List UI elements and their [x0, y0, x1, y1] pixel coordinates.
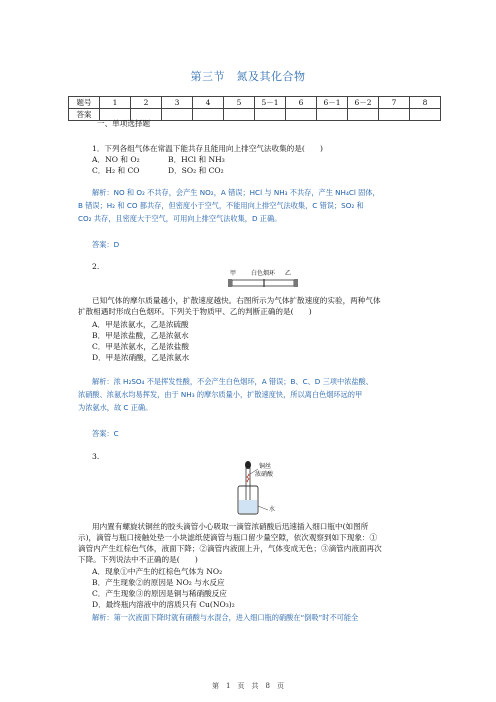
question-3-number: 3. [92, 452, 100, 461]
q1-explanation-line-3: CO₂ 共存，且密度大于空气，可用向上排空气法收集，D 正确。 [78, 214, 282, 223]
table-cell: 4 [193, 97, 224, 109]
answer-cell[interactable] [286, 109, 317, 121]
table-cell: 1 [100, 97, 131, 109]
q2-explanation-line-1: 解析：浓 H₂SO₄ 不是挥发性酸，不会产生白色烟环，A 错误；B、C、D 三项中浓盐酸、 [92, 377, 373, 386]
right-stopper [294, 279, 298, 287]
table-cell: 3 [162, 97, 193, 109]
q1-option-c: C．H₂ 和 CO [92, 166, 140, 175]
answer-cell[interactable] [317, 109, 348, 121]
bottle-water [239, 500, 257, 513]
q1-explanation-line-2: B 错误；H₂ 和 CO 都共存，但密度小于空气，不能用向上排空气法收集，C 错误；SO₂ 和 [78, 201, 364, 210]
left-stopper [228, 279, 232, 287]
q2-answer: 答案：C [92, 429, 119, 438]
q2-option-c: C．甲是浓氨水，乙是浓盐酸 [92, 342, 189, 351]
q3-explanation-line-1: 解析：第一次液面下降时就有硝酸与水混合，进入细口瓶的硝酸在“倒吸”时不可能全 [92, 613, 359, 622]
answer-cell[interactable] [255, 109, 286, 121]
table-cell: 7 [379, 97, 410, 109]
answer-cell[interactable] [379, 109, 410, 121]
table-cell: 答案 [69, 109, 100, 121]
q3-option-d: D．最终瓶内溶液中的溶质只有 Cu(NO₃)₂ [92, 600, 235, 609]
question-1-stem: 1．下列各组气体在常温下能共存且能用向上排空气法收集的是( ) [92, 144, 323, 153]
q3-stem-line-1: 用内置有螺旋状铜丝的胶头滴管小心吸取一滴管浓硝酸后迅速插入细口瓶中(如图所 [92, 522, 369, 531]
q3-option-c: C．产生现象③的原因是铜与稀硝酸反应 [92, 589, 227, 598]
figure-label-smoke-ring: 白色烟环 [251, 270, 276, 277]
answer-cell[interactable] [410, 109, 441, 121]
q1-option-d: D．SO₂ 和 CO₂ [168, 166, 224, 175]
q2-explanation-line-2: 浓硝酸、浓氨水均易挥发，由于 NH₃ 的摩尔质量小，扩散速度快，所以离白色烟环远的甲 [78, 390, 363, 399]
question-2-number: 2. [92, 262, 100, 271]
glass-tube [232, 280, 294, 286]
q3-stem-line-2: 示)，滴管与瓶口接触处垫一小块滤纸使滴管与瓶口留少量空隙，依次观察到如下现象：① [78, 533, 378, 542]
q2-explanation-line-3: 为浓氨水，故 C 正确。 [78, 403, 153, 412]
q1-option-b: B．HCl 和 NH₃ [168, 155, 225, 164]
page-title: 第三节 氮及其化合物 [190, 70, 306, 83]
answer-cell[interactable] [193, 109, 224, 121]
table-cell: 6－1 [317, 97, 348, 109]
copper-wire-coil [247, 474, 249, 482]
q1-option-a: A．NO 和 O₂ [92, 155, 140, 164]
figure-label-conc-nitric-acid: 浓硝酸 [255, 471, 274, 478]
answer-cell[interactable] [162, 109, 193, 121]
q2-stem-line-2: 扩散相遇时形成白色烟环。下列关于物质甲、乙的判断正确的是( ) [78, 307, 312, 316]
table-cell: 2 [131, 97, 162, 109]
table-cell: 8 [410, 97, 441, 109]
q1-explanation-line-1: 解析：NO 和 O₂ 不共存，会产生 NO₂，A 错误；HCl 与 NH₃ 不共存，产生 NH₄Cl 固体， [92, 188, 380, 197]
table-cell: 6－2 [348, 97, 379, 109]
q3-option-a: A．现象①中产生的红棕色气体为 NO₂ [92, 567, 223, 576]
table-cell: 6 [286, 97, 317, 109]
table-cell: 5－1 [255, 97, 286, 109]
q2-option-a: A．甲是浓氨水，乙是浓硫酸 [92, 320, 189, 329]
answer-table-header-row [69, 97, 441, 109]
figure-label-copper-wire: 铜丝 [259, 463, 272, 470]
q3-stem-line-3: 滴管内产生红棕色气体，液面下降；②滴管内液面上升，气体变成无色；③滴管内液面再次 [78, 544, 382, 553]
page-footer: 第 1 页 共 8 页 [212, 682, 284, 690]
water-pointer [258, 506, 268, 510]
table-cell: 5 [224, 97, 255, 109]
figure-label-yi: 乙 [285, 270, 292, 277]
q2-option-b: B．甲是浓盐酸，乙是浓氨水 [92, 331, 189, 340]
answer-cell[interactable] [224, 109, 255, 121]
figure-label-water: 水 [269, 506, 276, 513]
figure-label-jia: 甲 [230, 270, 237, 277]
q3-stem-line-4: 下降。下列说法中不正确的是( ) [78, 555, 198, 564]
table-cell: 题号 [69, 97, 100, 109]
answer-cell[interactable] [348, 109, 379, 121]
q3-option-b: B．产生现象②的原因是 NO₂ 与水反应 [92, 578, 225, 587]
q1-answer: 答案：D [92, 240, 120, 249]
q2-stem-line-1: 已知气体的摩尔质量越小，扩散速度越快。右图所示为气体扩散速度的实验，两种气体 [92, 296, 381, 305]
q2-option-d: D．甲是浓硝酸，乙是浓氨水 [92, 353, 190, 362]
section-heading: 一、单项选择题 [97, 119, 151, 128]
